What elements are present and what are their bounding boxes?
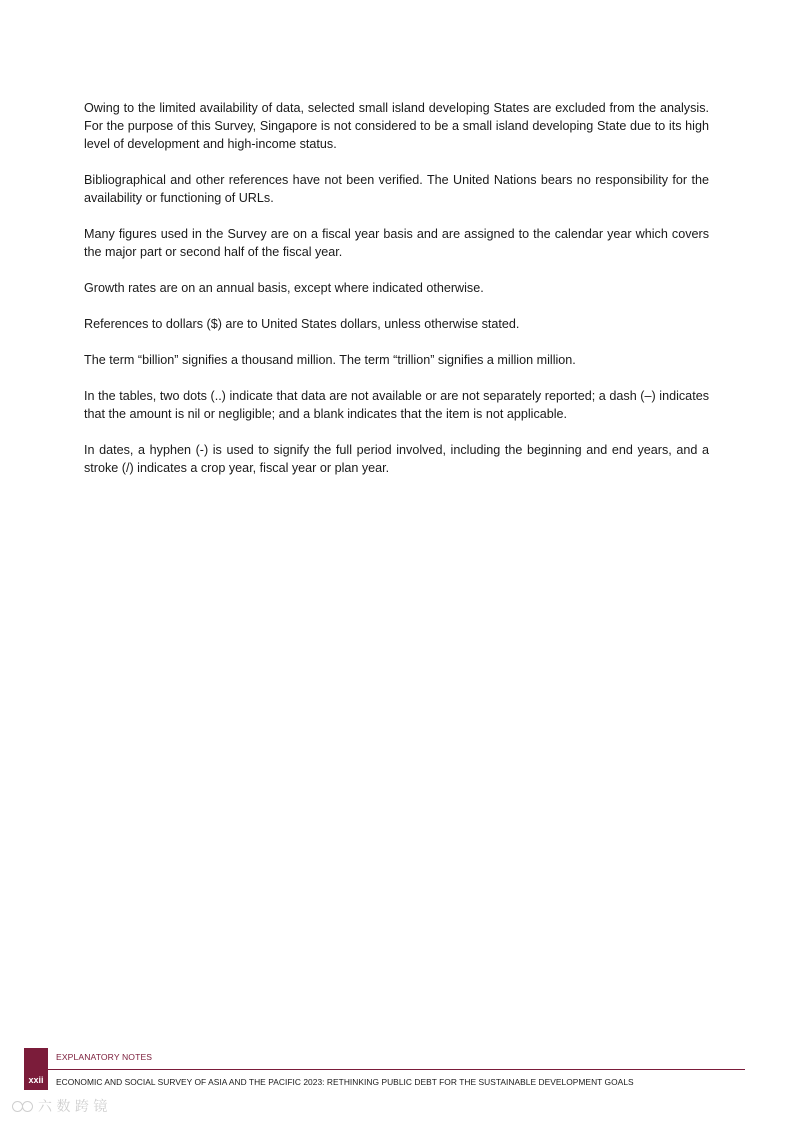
watermark-text: 六 数 跨 镜 [38, 1099, 108, 1115]
page-number: xxii [28, 1075, 44, 1085]
paragraph-dollars: References to dollars ($) are to United States dollars, unless otherwise stated. [84, 317, 520, 331]
paragraph-growth-rates: Growth rates are on an annual basis, except where indicated otherwise. [84, 281, 484, 295]
paragraph-references: Bibliographical and other references have not been verified. The United Nations bears no responsibility for the availability or functioning of URLs. [84, 173, 709, 205]
paragraph-table-symbols: In the tables, two dots (..) indicate that data are not available or are not separately reported; a dash (–) indicates that the amount is nil or negligible; and a blank indicates that the item is not applicable. [84, 389, 709, 421]
explanatory-notes-body [84, 99, 709, 495]
watermark [8, 1096, 107, 1116]
publication-title: ECONOMIC AND SOCIAL SURVEY OF ASIA AND THE PACIFIC 2023: RETHINKING PUBLIC DEBT FOR THE SUSTAINABLE DEVELOPMENT GOALS [56, 1077, 634, 1087]
paragraph-fiscal-year: Many figures used in the Survey are on a fiscal year basis and are assigned to the calendar year which covers the major part or second half of the fiscal year. [84, 227, 709, 259]
footer-divider [48, 1069, 745, 1070]
page-number-tab [24, 1048, 48, 1090]
page-footer [0, 1048, 793, 1122]
paragraph-sids-exclusion: Owing to the limited availability of data, selected small island developing States are excluded from the analysis. For the purpose of this Survey, Singapore is not considered to be a small island developing State due to its high level of development and high-income status. [84, 101, 709, 151]
section-label: EXPLANATORY NOTES [56, 1052, 153, 1062]
paragraph-date-conventions: In dates, a hyphen (-) is used to signify the full period involved, including the beginning and end years, and a stroke (/) indicates a crop year, fiscal year or plan year. [84, 443, 709, 475]
watermark-logo-icon [8, 1100, 34, 1112]
paragraph-billion-trillion: The term “billion” signifies a thousand million. The term “trillion” signifies a million million. [84, 353, 576, 367]
